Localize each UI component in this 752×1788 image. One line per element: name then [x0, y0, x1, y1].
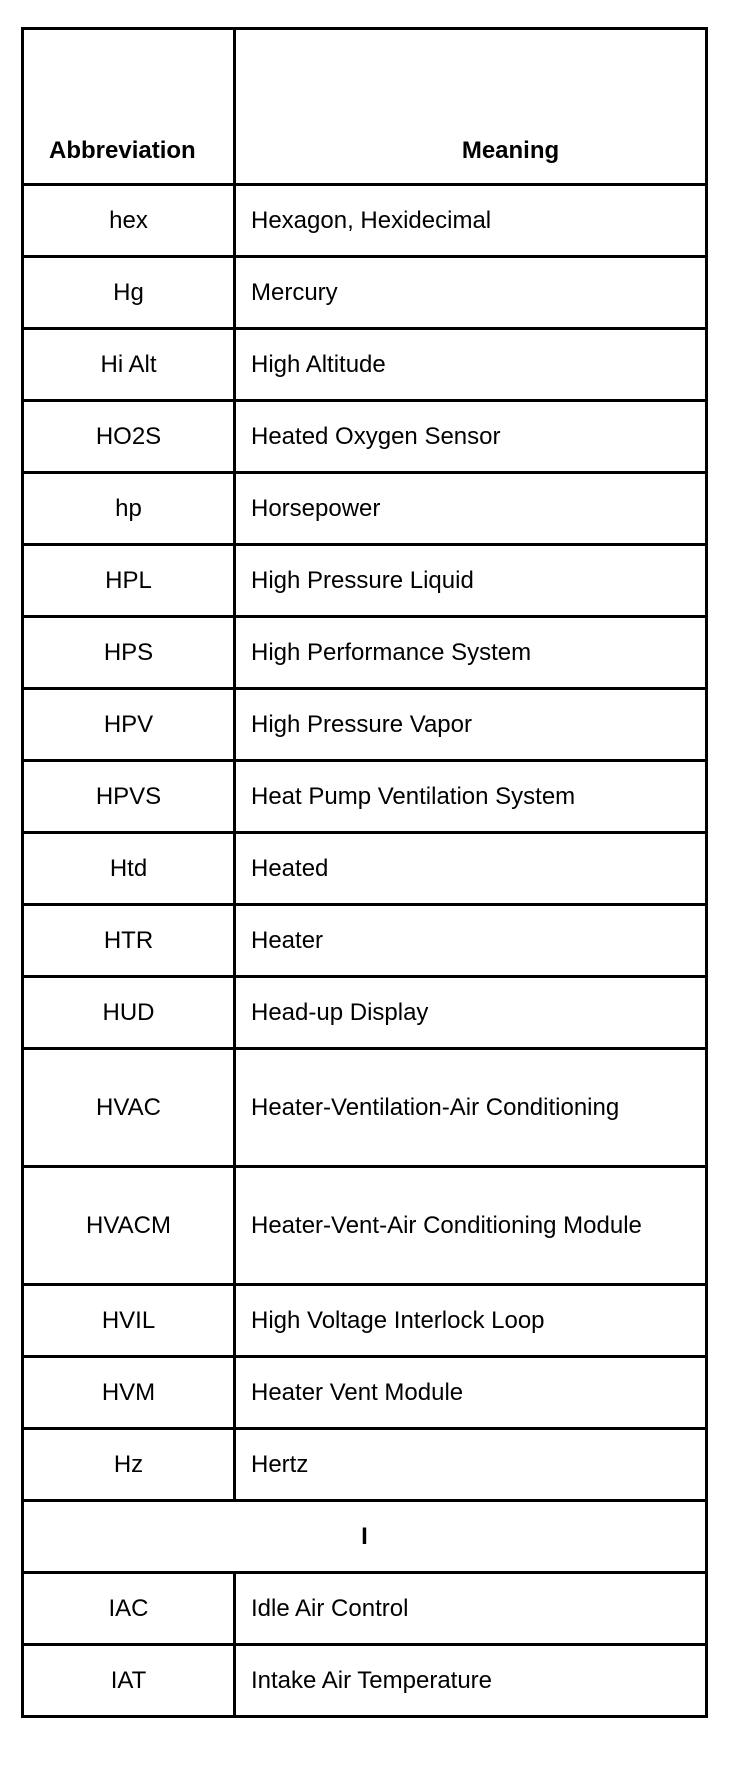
meaning-cell: Head-up Display: [235, 977, 707, 1049]
abbreviation-cell: HVM: [23, 1357, 235, 1429]
table-row: [23, 1573, 707, 1645]
table-row: [23, 329, 707, 401]
table-row: [23, 1429, 707, 1501]
meaning-cell: Heater-Ventilation-Air Conditioning: [235, 1049, 707, 1167]
abbreviation-cell: HVAC: [23, 1049, 235, 1167]
table-row: [23, 1285, 707, 1357]
table-row: [23, 905, 707, 977]
abbreviation-cell: HVACM: [23, 1167, 235, 1285]
meaning-cell: Hexagon, Hexidecimal: [235, 185, 707, 257]
table-row: [23, 833, 707, 905]
abbreviation-cell: HUD: [23, 977, 235, 1049]
section-letter: I: [23, 1501, 707, 1573]
meaning-cell: Heater Vent Module: [235, 1357, 707, 1429]
abbreviation-table: [21, 27, 708, 1718]
table-row: [23, 1645, 707, 1717]
table-row: [23, 1357, 707, 1429]
abbreviation-cell: Hg: [23, 257, 235, 329]
meaning-cell: Heat Pump Ventilation System: [235, 761, 707, 833]
table-row: [23, 977, 707, 1049]
abbreviation-cell: HO2S: [23, 401, 235, 473]
abbreviation-column-header: Abbreviation: [23, 29, 235, 185]
meaning-cell: High Voltage Interlock Loop: [235, 1285, 707, 1357]
table-row: [23, 473, 707, 545]
meaning-cell: High Altitude: [235, 329, 707, 401]
abbreviation-cell: HPL: [23, 545, 235, 617]
table-row: [23, 1049, 707, 1167]
meaning-cell: Horsepower: [235, 473, 707, 545]
table-header-row: [23, 29, 707, 185]
table-row: [23, 185, 707, 257]
table-row: [23, 401, 707, 473]
abbreviation-cell: IAC: [23, 1573, 235, 1645]
abbreviation-cell: HVIL: [23, 1285, 235, 1357]
meaning-column-header: Meaning: [235, 29, 707, 185]
meaning-cell: High Performance System: [235, 617, 707, 689]
meaning-cell: Intake Air Temperature: [235, 1645, 707, 1717]
meaning-cell: High Pressure Liquid: [235, 545, 707, 617]
meaning-cell: Mercury: [235, 257, 707, 329]
table-row: [23, 689, 707, 761]
meaning-cell: Heated: [235, 833, 707, 905]
meaning-cell: Hertz: [235, 1429, 707, 1501]
meaning-cell: High Pressure Vapor: [235, 689, 707, 761]
abbreviation-cell: HTR: [23, 905, 235, 977]
table-row: [23, 761, 707, 833]
meaning-cell: Heater: [235, 905, 707, 977]
abbreviation-cell: HPVS: [23, 761, 235, 833]
abbreviation-cell: IAT: [23, 1645, 235, 1717]
abbreviation-cell: Hz: [23, 1429, 235, 1501]
abbreviation-cell: hp: [23, 473, 235, 545]
table-row: [23, 545, 707, 617]
abbreviation-cell: HPV: [23, 689, 235, 761]
abbreviation-cell: hex: [23, 185, 235, 257]
abbreviation-cell: HPS: [23, 617, 235, 689]
meaning-cell: Heater-Vent-Air Conditioning Module: [235, 1167, 707, 1285]
table-row: [23, 257, 707, 329]
abbreviation-cell: Hi Alt: [23, 329, 235, 401]
meaning-cell: Heated Oxygen Sensor: [235, 401, 707, 473]
table-row: [23, 1167, 707, 1285]
abbreviation-cell: Htd: [23, 833, 235, 905]
table-row: [23, 617, 707, 689]
meaning-cell: Idle Air Control: [235, 1573, 707, 1645]
section-header-row: [23, 1501, 707, 1573]
